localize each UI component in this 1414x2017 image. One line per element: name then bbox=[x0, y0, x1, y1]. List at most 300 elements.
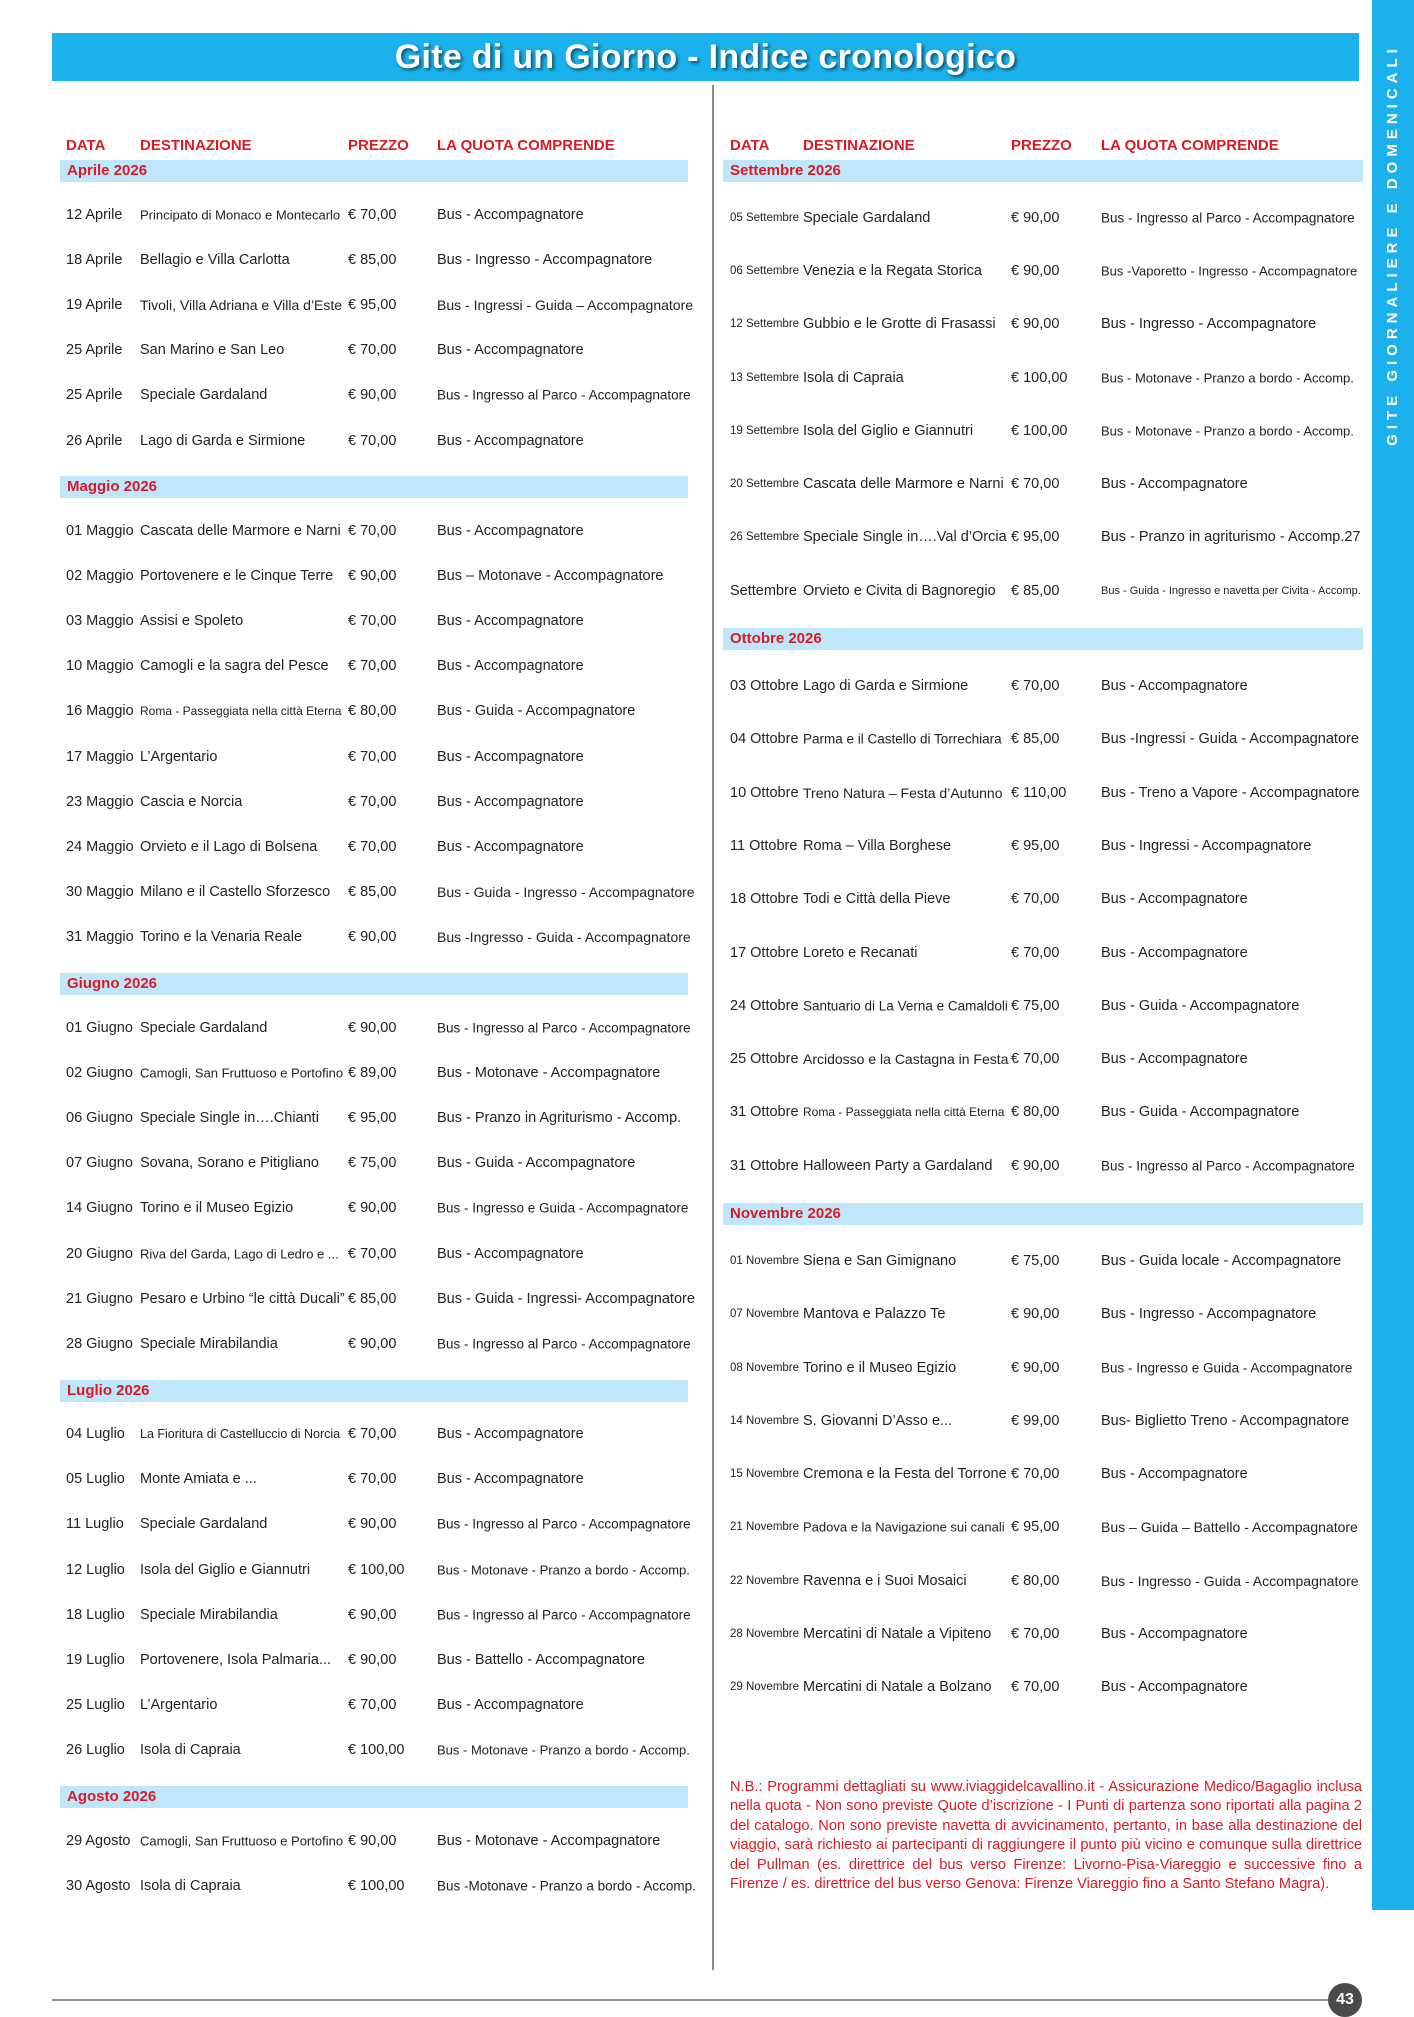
trip-includes: Bus - Battello - Accompagnatore bbox=[437, 1652, 645, 1669]
trip-date: 23 Maggio bbox=[66, 793, 134, 810]
trip-row bbox=[60, 1547, 688, 1592]
trip-includes: Bus - Motonave - Pranzo a bordo - Accomp. bbox=[1101, 423, 1354, 439]
trip-destination: Roma - Passeggiata nella città Eterna bbox=[803, 1105, 1005, 1120]
trip-date: 05 Luglio bbox=[66, 1471, 125, 1488]
right-trips bbox=[723, 160, 1363, 1714]
trip-destination: Riva del Garda, Lago di Ledro e ... bbox=[140, 1246, 339, 1262]
trip-date: 17 Maggio bbox=[66, 748, 134, 765]
trip-includes: Bus - Ingressi - Accompagnatore bbox=[1101, 837, 1312, 854]
trip-row bbox=[60, 1502, 691, 1547]
trip-includes: Bus - Accompagnatore bbox=[1101, 678, 1248, 695]
trip-row bbox=[723, 191, 1363, 244]
trip-date: 13 Settembre bbox=[730, 371, 800, 384]
trip-row bbox=[723, 351, 1363, 404]
trip-destination: Isola del Giglio e Giannutri bbox=[803, 422, 974, 439]
left-column bbox=[60, 134, 696, 1908]
trip-price: € 90,00 bbox=[348, 1516, 397, 1533]
trip-includes: Bus - Accompagnatore bbox=[437, 1245, 584, 1262]
trip-includes: Bus - Guida locale - Accompagnatore bbox=[1101, 1252, 1342, 1269]
trip-includes: Bus - Guida - Accompagnatore bbox=[437, 1155, 636, 1172]
trip-date: 14 Giugno bbox=[66, 1200, 133, 1217]
trip-row bbox=[60, 1186, 688, 1231]
trip-includes: Bus - Accompagnatore bbox=[437, 613, 584, 630]
trip-date: 31 Ottobre bbox=[730, 1104, 799, 1121]
trip-date: 25 Aprile bbox=[66, 387, 123, 404]
trip-includes: Bus - Accompagnatore bbox=[1101, 1679, 1248, 1696]
trip-includes: Bus - Ingresso al Parco - Accompagnatore bbox=[437, 1020, 691, 1036]
trip-row bbox=[723, 1607, 1363, 1660]
trip-date: 01 Maggio bbox=[66, 522, 134, 539]
trip-price: € 85,00 bbox=[348, 884, 397, 901]
trip-row bbox=[60, 1050, 688, 1095]
trip-includes: Bus - Accompagnatore bbox=[1101, 944, 1248, 961]
trip-includes: Bus - Motonave - Accompagnatore bbox=[437, 1832, 661, 1849]
trip-price: € 80,00 bbox=[1011, 1572, 1060, 1589]
trip-date: 15 Novembre bbox=[730, 1468, 800, 1481]
trip-date: 24 Maggio bbox=[66, 839, 134, 856]
trip-destination: Speciale Gardaland bbox=[140, 1516, 268, 1533]
trip-date: 21 Novembre bbox=[730, 1521, 800, 1534]
trip-price: € 90,00 bbox=[348, 929, 397, 946]
title-banner bbox=[52, 33, 1359, 81]
trip-date: 02 Maggio bbox=[66, 567, 134, 584]
left-trips bbox=[60, 160, 696, 1908]
trip-row bbox=[60, 553, 688, 598]
footnote: N.B.: Programmi dettagliati su www.iviaggidelcavallino.it - Assicurazione Medico/Bagaglio inclusa nella quota - Non sono previste Quote d’iscrizione - I Punti di partenza sono riportati alla pagina 2 del catalogo. Non sono previste navetta di avvicinamento, pertanto, in base alla destinazione del viaggio, sarà richiesto ai partecipanti di raggiungere il punto più vicino e comunque sulla direttrice del Pullman (es. direttrice del bus verso Firenze: Livorno-Pisa-Viareggio e successive fino a Firenze / es. direttrice del bus verso Genova: Firenze Viareggio fino a Santo Stefano Magra). bbox=[730, 1779, 1362, 1893]
trip-price: € 70,00 bbox=[348, 1245, 397, 1262]
trip-includes: Bus - Accompagnatore bbox=[437, 748, 584, 765]
side-tab bbox=[1372, 0, 1414, 1910]
trip-price: € 85,00 bbox=[1011, 731, 1060, 748]
trip-destination: San Marino e San Leo bbox=[140, 342, 285, 359]
trip-price: € 99,00 bbox=[1011, 1412, 1060, 1429]
trip-price: € 90,00 bbox=[348, 1832, 397, 1849]
trip-destination: Tivoli, Villa Adriana e Villa d’Este bbox=[140, 296, 343, 313]
trip-row bbox=[60, 1683, 688, 1728]
page-number: 43 bbox=[1328, 1983, 1362, 2017]
trip-includes: Bus - Accompagnatore bbox=[437, 342, 584, 359]
trip-date: 18 Luglio bbox=[66, 1606, 125, 1623]
trip-date: 18 Ottobre bbox=[730, 891, 799, 908]
trip-date: 21 Giugno bbox=[66, 1290, 133, 1307]
trip-price: € 75,00 bbox=[1011, 997, 1060, 1014]
trip-destination: Isola di Capraia bbox=[140, 1877, 241, 1894]
trip-includes: Bus - Accompagnatore bbox=[437, 522, 584, 539]
trip-row bbox=[60, 689, 688, 734]
trip-date: 30 Maggio bbox=[66, 884, 134, 901]
trip-includes: Bus - Treno a Vapore - Accompagnatore bbox=[1101, 784, 1360, 801]
trip-includes: Bus - Ingresso al Parco - Accompagnatore bbox=[437, 1607, 691, 1623]
trip-price: € 90,00 bbox=[348, 567, 397, 584]
trip-destination: Isola di Capraia bbox=[803, 369, 904, 386]
trip-destination: Arcidosso e la Castagna in Festa bbox=[803, 1051, 1009, 1068]
trip-date: 20 Settembre bbox=[730, 478, 800, 491]
trip-destination: L’Argentario bbox=[140, 748, 218, 765]
trip-date: 12 Settembre bbox=[730, 318, 800, 331]
trip-date: 19 Aprile bbox=[66, 296, 123, 313]
trip-includes: Bus – Motonave - Accompagnatore bbox=[437, 567, 664, 584]
trip-date: 25 Luglio bbox=[66, 1697, 125, 1714]
trip-date: 19 Luglio bbox=[66, 1652, 125, 1669]
trip-price: € 70,00 bbox=[348, 613, 397, 630]
trip-date: 01 Novembre bbox=[730, 1254, 800, 1267]
trip-price: € 85,00 bbox=[1011, 582, 1060, 599]
trip-row bbox=[60, 1863, 696, 1908]
trip-date: 26 Settembre bbox=[730, 531, 800, 544]
trip-row bbox=[723, 244, 1363, 297]
trip-destination: Halloween Party a Gardaland bbox=[803, 1157, 993, 1174]
trip-price: € 95,00 bbox=[348, 296, 397, 313]
table-header bbox=[60, 134, 688, 160]
trip-date: 25 Aprile bbox=[66, 342, 123, 359]
trip-row bbox=[723, 1554, 1363, 1607]
trip-destination: Pesaro e Urbino “le città Ducali” bbox=[140, 1290, 345, 1307]
trip-destination: Gubbio e le Grotte di Frasassi bbox=[803, 316, 996, 333]
trip-destination: Isola di Capraia bbox=[140, 1742, 241, 1759]
trip-row bbox=[60, 1637, 688, 1682]
trip-destination: Sovana, Sorano e Pitigliano bbox=[140, 1155, 319, 1172]
trip-row bbox=[60, 915, 691, 960]
trip-price: € 100,00 bbox=[1011, 369, 1068, 386]
header-quota: LA QUOTA COMPRENDE bbox=[1101, 137, 1279, 154]
trip-row bbox=[60, 734, 688, 779]
trip-destination: Cascata delle Marmore e Narni bbox=[803, 476, 1004, 493]
trip-price: € 80,00 bbox=[1011, 1104, 1060, 1121]
trip-row bbox=[60, 599, 688, 644]
trip-date: 10 Maggio bbox=[66, 658, 134, 675]
trip-price: € 70,00 bbox=[348, 748, 397, 765]
trip-destination: Venezia e la Regata Storica bbox=[803, 262, 982, 279]
trip-price: € 90,00 bbox=[348, 1606, 397, 1623]
trip-row bbox=[60, 1592, 691, 1637]
trip-row bbox=[723, 1139, 1363, 1192]
trip-includes: Bus - Ingresso - Accompagnatore bbox=[1101, 1306, 1317, 1323]
trip-destination: Speciale Single in….Val d’Orcia bbox=[803, 529, 1007, 546]
trip-date: 14 Novembre bbox=[730, 1414, 800, 1427]
trip-date: 06 Giugno bbox=[66, 1109, 133, 1126]
trip-row bbox=[723, 713, 1363, 766]
trip-date: 31 Maggio bbox=[66, 929, 134, 946]
trip-row bbox=[723, 766, 1363, 819]
trip-row bbox=[723, 1086, 1363, 1139]
trip-includes: Bus - Accompagnatore bbox=[1101, 476, 1248, 493]
month-header: Luglio 2026 bbox=[60, 1380, 688, 1402]
trip-destination: Camogli e la sagra del Pesce bbox=[140, 658, 329, 675]
trip-price: € 70,00 bbox=[1011, 1626, 1060, 1643]
trip-destination: Speciale Mirabilandia bbox=[140, 1335, 278, 1352]
trip-includes: Bus - Ingresso al Parco - Accompagnatore bbox=[437, 387, 691, 403]
trip-date: Settembre bbox=[730, 582, 797, 599]
trip-includes: Bus -Ingressi - Guida - Accompagnatore bbox=[1101, 731, 1359, 748]
trip-row bbox=[60, 1231, 688, 1276]
trip-destination: Treno Natura – Festa d’Autunno bbox=[803, 784, 1003, 801]
trip-price: € 70,00 bbox=[348, 1426, 397, 1443]
trip-price: € 90,00 bbox=[348, 1335, 397, 1352]
trip-includes: Bus - Motonave - Pranzo a bordo - Accomp. bbox=[1101, 370, 1354, 386]
trip-row bbox=[60, 779, 688, 824]
trip-row bbox=[723, 1448, 1363, 1501]
trip-price: € 70,00 bbox=[348, 432, 397, 449]
trip-date: 04 Luglio bbox=[66, 1426, 125, 1443]
trip-includes: Bus- Biglietto Treno - Accompagnatore bbox=[1101, 1412, 1350, 1429]
trip-includes: Bus - Accompagnatore bbox=[1101, 1051, 1248, 1068]
trip-price: € 70,00 bbox=[348, 342, 397, 359]
trip-row bbox=[60, 1321, 691, 1366]
trip-destination: L’Argentario bbox=[140, 1697, 218, 1714]
trip-date: 20 Giugno bbox=[66, 1245, 133, 1262]
trip-includes: Bus - Ingresso - Accompagnatore bbox=[437, 251, 653, 268]
trip-price: € 110,00 bbox=[1011, 784, 1067, 801]
trip-includes: Bus - Accompagnatore bbox=[437, 206, 584, 223]
trip-destination: Monte Amiata e ... bbox=[140, 1471, 257, 1488]
trip-row bbox=[723, 1661, 1363, 1714]
trip-destination: Santuario di La Verna e Camaldoli bbox=[803, 998, 1008, 1014]
trip-includes: Bus – Guida – Battello - Accompagnatore bbox=[1101, 1519, 1358, 1536]
trip-includes: Bus - Guida - Ingressi- Accompagnatore bbox=[437, 1290, 695, 1307]
month-header: Novembre 2026 bbox=[723, 1203, 1363, 1225]
trip-includes: Bus -Motonave - Pranzo a bordo - Accomp. bbox=[437, 1878, 696, 1894]
trip-price: € 95,00 bbox=[348, 1109, 397, 1126]
trip-date: 01 Giugno bbox=[66, 1019, 133, 1036]
header-quota: LA QUOTA COMPRENDE bbox=[437, 137, 615, 154]
trip-row bbox=[60, 1457, 688, 1502]
trip-includes: Bus - Guida - Accompagnatore bbox=[1101, 997, 1300, 1014]
trip-row bbox=[60, 328, 688, 373]
trip-date: 11 Ottobre bbox=[730, 837, 798, 854]
trip-price: € 90,00 bbox=[348, 1652, 397, 1669]
trip-price: € 70,00 bbox=[348, 793, 397, 810]
month-header: Maggio 2026 bbox=[60, 476, 688, 498]
trip-destination: Portovenere, Isola Palmaria... bbox=[140, 1652, 332, 1669]
right-column bbox=[723, 134, 1363, 1714]
trip-includes: Bus - Accompagnatore bbox=[437, 1426, 584, 1443]
trip-row bbox=[723, 1288, 1363, 1341]
trip-price: € 100,00 bbox=[348, 1561, 405, 1578]
trip-date: 12 Luglio bbox=[66, 1561, 125, 1578]
trip-includes: Bus - Motonave - Pranzo a bordo - Accomp. bbox=[437, 1742, 690, 1758]
month-header: Ottobre 2026 bbox=[723, 628, 1363, 650]
trip-price: € 85,00 bbox=[348, 1290, 397, 1307]
trip-destination: Torino e la Venaria Reale bbox=[140, 929, 303, 946]
trip-includes: Bus - Ingresso al Parco - Accompagnatore bbox=[437, 1516, 691, 1532]
trip-price: € 95,00 bbox=[1011, 1519, 1060, 1536]
trip-includes: Bus -Vaporetto - Ingresso - Accompagnatore bbox=[1101, 263, 1358, 279]
trip-destination: Speciale Single in….Chianti bbox=[140, 1109, 319, 1126]
trip-date: 06 Settembre bbox=[730, 264, 800, 277]
trip-price: € 95,00 bbox=[1011, 529, 1060, 546]
table-header bbox=[723, 134, 1363, 160]
trip-date: 26 Aprile bbox=[66, 432, 123, 449]
trip-includes: Bus - Accompagnatore bbox=[437, 839, 584, 856]
trip-destination: Speciale Gardaland bbox=[140, 1019, 268, 1036]
trip-date: 05 Settembre bbox=[730, 211, 800, 224]
trip-destination: Speciale Gardaland bbox=[803, 209, 931, 226]
trip-includes: Bus - Pranzo in agriturismo - Accomp.27 bbox=[1101, 529, 1361, 546]
trip-row bbox=[723, 298, 1363, 351]
trip-date: 11 Luglio bbox=[66, 1516, 124, 1533]
trip-destination: Speciale Gardaland bbox=[140, 387, 268, 404]
trip-destination: Assisi e Spoleto bbox=[140, 613, 244, 630]
trip-includes: Bus - Accompagnatore bbox=[1101, 1466, 1248, 1483]
trip-destination: Siena e San Gimignano bbox=[803, 1252, 957, 1269]
trip-price: € 70,00 bbox=[348, 839, 397, 856]
trip-row bbox=[723, 1234, 1363, 1287]
trip-destination: Todi e Città della Pieve bbox=[803, 891, 951, 908]
trip-destination: Torino e il Museo Egizio bbox=[140, 1200, 294, 1217]
trip-includes: Bus - Motonave - Pranzo a bordo - Accomp. bbox=[437, 1562, 690, 1578]
trip-includes: Bus - Ingressi - Guida – Accompagnatore bbox=[437, 296, 694, 313]
trip-destination: Portovenere e le Cinque Terre bbox=[140, 567, 334, 584]
trip-row bbox=[60, 1005, 691, 1050]
trip-price: € 75,00 bbox=[348, 1155, 397, 1172]
trip-destination: Lago di Garda e Sirmione bbox=[803, 678, 969, 695]
trip-row bbox=[723, 659, 1363, 712]
trip-row bbox=[60, 508, 688, 553]
trip-date: 31 Ottobre bbox=[730, 1157, 799, 1174]
trip-date: 08 Novembre bbox=[730, 1361, 800, 1374]
trip-row bbox=[60, 192, 688, 237]
trip-destination: Camogli, San Fruttuoso e Portofino bbox=[140, 1833, 344, 1849]
trip-price: € 70,00 bbox=[1011, 1679, 1060, 1696]
trip-destination: Cremona e la Festa del Torrone bbox=[803, 1466, 1007, 1483]
trip-includes: Bus - Ingresso e Guida - Accompagnatore bbox=[437, 1200, 689, 1216]
trip-destination: S. Giovanni D’Asso e... bbox=[803, 1412, 953, 1429]
trip-date: 26 Luglio bbox=[66, 1742, 125, 1759]
month-header: Giugno 2026 bbox=[60, 973, 688, 995]
trip-price: € 100,00 bbox=[348, 1877, 405, 1894]
trip-row bbox=[723, 1394, 1363, 1447]
trip-destination: Parma e il Castello di Torrechiara bbox=[803, 731, 1002, 747]
trip-destination: Bellagio e Villa Carlotta bbox=[140, 251, 290, 268]
trip-price: € 100,00 bbox=[348, 1742, 405, 1759]
trip-date: 24 Ottobre bbox=[730, 997, 799, 1014]
trip-date: 22 Novembre bbox=[730, 1574, 800, 1587]
trip-price: € 70,00 bbox=[348, 1471, 397, 1488]
trip-date: 30 Agosto bbox=[66, 1877, 131, 1894]
trip-price: € 95,00 bbox=[1011, 837, 1060, 854]
trip-date: 03 Ottobre bbox=[730, 678, 799, 695]
trip-includes: Bus - Ingresso al Parco - Accompagnatore bbox=[1101, 1158, 1355, 1174]
trip-date: 28 Giugno bbox=[66, 1335, 133, 1352]
trip-includes: Bus - Guida - Accompagnatore bbox=[437, 703, 636, 720]
trip-date: 07 Novembre bbox=[730, 1308, 800, 1321]
trip-destination: Torino e il Museo Egizio bbox=[803, 1359, 957, 1376]
trip-destination: Speciale Mirabilandia bbox=[140, 1606, 278, 1623]
trip-includes: Bus - Ingresso al Parco - Accompagnatore bbox=[437, 1336, 691, 1352]
trip-destination: Milano e il Castello Sforzesco bbox=[140, 884, 331, 901]
trip-price: € 70,00 bbox=[1011, 476, 1060, 493]
trip-date: 16 Maggio bbox=[66, 703, 134, 720]
trip-row bbox=[60, 644, 688, 689]
month-header: Aprile 2026 bbox=[60, 160, 688, 182]
trip-row bbox=[60, 418, 688, 463]
trip-date: 19 Settembre bbox=[730, 424, 800, 437]
trip-row bbox=[60, 1818, 688, 1863]
trip-date: 12 Aprile bbox=[66, 206, 123, 223]
side-tab-label: GITE GIORNALIERE E DOMENICALI bbox=[1384, 44, 1401, 446]
trip-price: € 70,00 bbox=[1011, 1466, 1060, 1483]
trip-price: € 89,00 bbox=[348, 1064, 397, 1081]
trip-date: 28 Novembre bbox=[730, 1628, 800, 1641]
trip-price: € 70,00 bbox=[1011, 1051, 1060, 1068]
trip-destination: Mercatini di Natale a Vipiteno bbox=[803, 1626, 992, 1643]
trip-row bbox=[60, 824, 688, 869]
trip-destination: Cascia e Norcia bbox=[140, 793, 243, 810]
trip-includes: Bus - Ingresso e Guida - Accompagnatore bbox=[1101, 1360, 1353, 1376]
trip-includes: Bus - Pranzo in Agriturismo - Accomp. bbox=[437, 1109, 682, 1126]
header-price: PREZZO bbox=[348, 137, 409, 154]
trip-row bbox=[723, 979, 1363, 1032]
trip-row bbox=[723, 511, 1363, 564]
trip-price: € 70,00 bbox=[348, 206, 397, 223]
trip-row bbox=[723, 873, 1363, 926]
trip-row bbox=[723, 926, 1363, 979]
header-destination: DESTINAZIONE bbox=[803, 137, 915, 154]
trip-price: € 70,00 bbox=[348, 658, 397, 675]
trip-destination: Roma - Passeggiata nella città Eterna bbox=[140, 704, 342, 719]
trip-includes: Bus - Motonave - Accompagnatore bbox=[437, 1064, 661, 1081]
trip-destination: Orvieto e Civita di Bagnoregio bbox=[803, 582, 996, 599]
trip-price: € 80,00 bbox=[348, 703, 397, 720]
trip-price: € 70,00 bbox=[1011, 944, 1060, 961]
trip-date: 10 Ottobre bbox=[730, 784, 799, 801]
trip-date: 29 Agosto bbox=[66, 1832, 131, 1849]
month-header: Settembre 2026 bbox=[723, 160, 1363, 182]
trip-date: 03 Maggio bbox=[66, 613, 134, 630]
trip-destination: La Fioritura di Castelluccio di Norcia bbox=[140, 1427, 341, 1442]
trip-price: € 90,00 bbox=[1011, 1157, 1060, 1174]
trip-price: € 90,00 bbox=[1011, 1306, 1060, 1323]
header-date: DATA bbox=[730, 137, 770, 154]
trip-price: € 90,00 bbox=[348, 387, 397, 404]
trip-price: € 90,00 bbox=[1011, 209, 1060, 226]
trip-includes: Bus - Accompagnatore bbox=[437, 1697, 584, 1714]
trip-price: € 75,00 bbox=[1011, 1252, 1060, 1269]
trip-price: € 70,00 bbox=[1011, 678, 1060, 695]
trip-row bbox=[60, 373, 691, 418]
trip-price: € 90,00 bbox=[1011, 316, 1060, 333]
trip-row bbox=[723, 1341, 1363, 1394]
footer-rule bbox=[52, 1999, 1328, 2001]
trip-price: € 100,00 bbox=[1011, 422, 1068, 439]
header-date: DATA bbox=[66, 137, 106, 154]
trip-row bbox=[723, 1501, 1363, 1554]
trip-price: € 70,00 bbox=[348, 522, 397, 539]
trip-date: 07 Giugno bbox=[66, 1155, 133, 1172]
trip-includes: Bus - Ingresso al Parco - Accompagnatore bbox=[1101, 210, 1355, 226]
trip-date: 18 Aprile bbox=[66, 251, 123, 268]
trip-destination: Ravenna e i Suoi Mosaici bbox=[803, 1572, 967, 1589]
trip-date: 29 Novembre bbox=[730, 1681, 800, 1694]
trip-includes: Bus - Accompagnatore bbox=[1101, 1626, 1248, 1643]
trip-row bbox=[60, 237, 688, 282]
trip-destination: Lago di Garda e Sirmione bbox=[140, 432, 306, 449]
trip-date: 17 Ottobre bbox=[730, 944, 799, 961]
trip-row bbox=[723, 819, 1363, 872]
trip-destination: Mantova e Palazzo Te bbox=[803, 1306, 946, 1323]
trip-date: 02 Giugno bbox=[66, 1064, 133, 1081]
trip-row bbox=[723, 457, 1363, 510]
trip-row bbox=[60, 282, 694, 327]
trip-destination: Isola del Giglio e Giannutri bbox=[140, 1561, 311, 1578]
month-header: Agosto 2026 bbox=[60, 1786, 688, 1808]
trip-price: € 90,00 bbox=[1011, 262, 1060, 279]
trip-includes: Bus - Accompagnatore bbox=[437, 432, 584, 449]
trip-row bbox=[60, 1276, 695, 1321]
trip-includes: Bus - Ingresso - Accompagnatore bbox=[1101, 316, 1317, 333]
trip-row bbox=[60, 1412, 688, 1457]
trip-destination: Orvieto e il Lago di Bolsena bbox=[140, 839, 318, 856]
